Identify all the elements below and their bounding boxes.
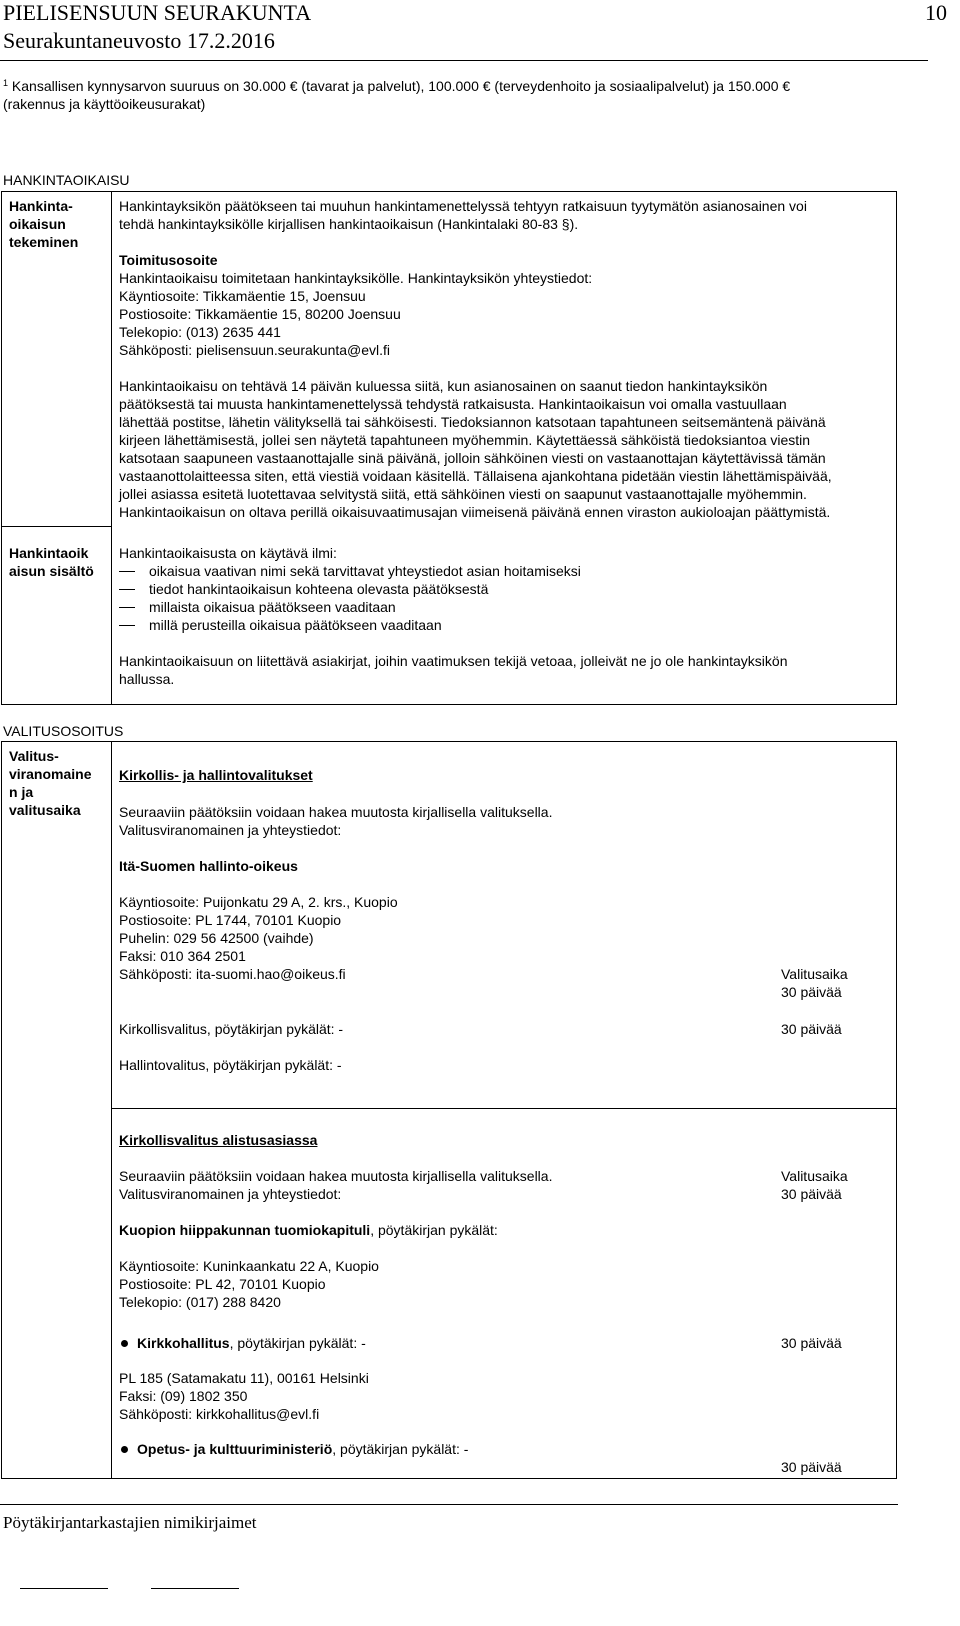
block2-time-value: 30 päivää xyxy=(781,1186,842,1202)
dash-marker xyxy=(119,571,135,572)
block2-contact-2: Postiosoite: PL 42, 70101 Kuopio xyxy=(119,1276,326,1292)
block1-time-label: Valitusaika xyxy=(781,966,848,982)
block2-contact-1: Käyntiosoite: Kuninkaankatu 22 A, Kuopio xyxy=(119,1258,379,1274)
label-hankintaoikaisun-sisalto: Hankintaoik aisun sisältö xyxy=(9,545,94,579)
kirkollisvalitus-line: Kirkollisvalitus, pöytäkirjan pykälät: - xyxy=(119,1021,344,1037)
ministerio-suffix: , pöytäkirjan pykälät: - xyxy=(332,1441,469,1457)
page-number: 10 xyxy=(925,0,947,25)
kirkkohallitus-contact-2: Faksi: (09) 1802 350 xyxy=(119,1388,248,1404)
document-page: PIELISENSUUN SEURAKUNTA Seurakuntaneuvosto 17.2.2016 10 $^1$ Kansallisen kynnysarvon suuruus on 30.000 € (tavarat ja palvelut), 100.000 € (terveydenhoito ja sosiaalipalvelut) ja 150.000 € (rakennus ja käyttöoikeusurakat) HANKINTAOIKAISU Hankinta- oikaisun tekeminen Hankintayksikön päätökseen tai muuhun hankintamenettelyssä tehtyyn ratkaisuun tyytymätön asianosainen voi tehdä hankintayksikölle kirjallisen hankintaoikaisun (Hankintalaki 80-83 §). Toimitusosoite Hankintaoikaisu toimitetaan hankintayksikölle. Hankintayksikön yhteystiedot: Käyntiosoite: Tikkamäentie 15, Joensuu Postiosoite: Tikkamäentie 15, 80200 Joensuu Telekopio: (013) 2635 441 Sähköposti: pielisensuun.seurakunta@evl.fi Hankintaoikaisu on tehtävä 14 päivän kuluessa siitä, kun asianosainen on saanut tiedon hankintayksikön päätöksestä tai muusta hankintamenettelyssä tehdystä ratkaisusta. Hankintaoikaisun voi omalla vastuullaan lähettää postitse, lähetin välityksellä tai sähköisesti. Tiedoksiannon katsotaan tapahtuneen seitsemäntenä päivänä kirjeen lähettämisestä, jollei sen näytetä tapahtuneen myöhemmin. Käytettäessä sähköistä tiedoksiantoa viestin katsotaan saapuneen vastaanottajalle sinä päivänä, jolloin sähköinen viesti on vastaanottajan käytettävissä tämän vastaanottolaitteessa siten, että viestiä voidaan käsitellä. Tällaisena ajankohtana pidetään viestin lähettämispäivää, jollei asiassa esitetä luotettavaa selvitystä siitä, että sähköinen viesti on saapunut vastaanottajalle myöhemmin. Hankintaoikaisun on oltava perillä oikaisuvaatimusajan viimeisenä päivänä ennen viraston aukioloajan päättymistä. Hankintaoik aisun sisältö Hankintaoikaisusta on käytävä ilmi: oikaisua vaativan nimi sekä tarvittavat yhteystiedot asian hoitamiseksi tiedot hankintaoikaisun kohteena olevasta päätöksestä millaista oikaisua päätökseen vaaditaan millä perusteilla oikaisua päätökseen vaaditaan Hankintaoikaisuun on liitettävä asiakirjat, joihin vaatimuksen tekijä vetoaa, jolleivät ne jo ole hankintayksikön hallussa. VALITUSOSOITUS Valitus- viranomaine n ja valitusaika Kirkollis- ja hallintovalitukset Seuraaviin päätöksiin voidaan hakea muutosta kirjallisella valituksella. Valitusviranomainen ja yhteystiedot: Itä-Suomen hallinto-oikeus Käyntiosoite: Puijonkatu 29 A, 2. krs., Kuopio Postiosoite: PL 1744, 70101 Kuopio Puhelin: 029 56 42500 (vaihde) Faksi: 010 364 2501 Sähköposti: ita-suomi.hao@oikeus.fi Valitusaika 30 päivää Kirkollisvalitus, pöytäkirjan pykälät: - 30 päivää Hallintovalitus, pöytäkirjan pykälät: - Kirkollisvalitus alistusasiassa Seuraaviin päätöksiin voidaan hakea muutosta kirjallisella valituksella. Valitusviranomainen ja yhteystiedot: Valitusaika 30 päivää Kuopion hiippakunnan tuomiokapituli, pöytäkirjan pykälät: Käyntiosoite: Kuninkaankatu 22 A, Kuopio Postiosoite: PL 42, 70101 Kuopio Telekopio: (017) 288 8420 Kirkkohallitus, pöytäkirjan pykälät: - 30 päivää PL 185 (Satamakatu 11), 00161 Helsinki Faksi: (09) 1802 350 Sähköposti: kirkkohallitus@evl.fi Opetus- ja kulttuuriministeriö, pöytäkirjan pykälät: - 30 päivää Pöytäkirjantarkastajien nimikirjaimet xyxy=(0,0,960,1626)
kirkkohallitus-suffix: , pöytäkirjan pykälät: - xyxy=(229,1335,366,1351)
kirkollis-hallinto-title: Kirkollis- ja hallintovalitukset xyxy=(119,767,313,783)
deadline-line-1: Hankintaoikaisu on tehtävä 14 päivän kuluessa siitä, kun asianosainen on saanut tiedon hankintayksikön xyxy=(119,378,768,394)
hallinto-oikeus-name: Itä-Suomen hallinto-oikeus xyxy=(119,858,298,874)
dash-marker xyxy=(119,589,135,590)
hankintaoikaisu-label-divider xyxy=(1,526,112,527)
deadline-line-2: päätöksestä tai muusta hankintamenettelyssä tehdystä ratkaisusta. Hankintaoikaisun voi omalla vastuullaan xyxy=(119,396,787,412)
content-intro: Hankintaoikaisusta on käytävä ilmi: xyxy=(119,545,337,561)
kirkollisvalitus-time: 30 päivää xyxy=(781,1021,842,1037)
hankintaoikaisu-column-divider xyxy=(111,191,112,705)
deadline-line-5: katsotaan saapuneen vastaanottajalle sinä päivänä, jolloin sähköinen viesti on vastaanottajan käytettävissä tämän xyxy=(119,450,826,466)
attachments-line-2: hallussa. xyxy=(119,671,175,687)
header-rule xyxy=(0,60,928,61)
deadline-line-4: kirjeen lähettämisestä, jollei sen näytetä tapahtuneen myöhemmin. Käytettäessä sähköistä tiedoksiantoa viestin xyxy=(119,432,811,448)
block1-contact-2: Postiosoite: PL 1744, 70101 Kuopio xyxy=(119,912,342,928)
bullet-icon xyxy=(121,1446,128,1453)
toimitus-email: Sähköposti: pielisensuun.seurakunta@evl.fi xyxy=(119,342,391,358)
block1-intro-2: Valitusviranomainen ja yhteystiedot: xyxy=(119,822,342,838)
footer-rule xyxy=(0,1504,898,1505)
bullet-icon xyxy=(121,1340,128,1347)
footnote-line-1 xyxy=(3,77,923,95)
block2-intro-2: Valitusviranomainen ja yhteystiedot: xyxy=(119,1186,342,1202)
block2-time-label: Valitusaika xyxy=(781,1168,848,1184)
organization-title: PIELISENSUUN SEURAKUNTA xyxy=(3,0,312,25)
valitusosoitus-column-divider xyxy=(111,741,112,1479)
tuomiokapituli-name: Kuopion hiippakunnan tuomiokapituli xyxy=(119,1222,371,1238)
kirkkohallitus-email: Sähköposti: kirkkohallitus@evl.fi xyxy=(119,1406,320,1422)
footnote-text-1: Kansallisen kynnysarvon suuruus on 30.000 € (tavarat ja palvelut), 100.000 € (terveydenhoito ja sosiaalipalvelut) ja 150.000 € xyxy=(8,78,791,94)
deadline-line-7: jollei asiassa esitetä luotettavaa selvitystä siitä, että sähköinen viesti on saapunut vastaanottajalle myöhemmin. xyxy=(119,486,807,502)
ministerio-time: 30 päivää xyxy=(781,1459,842,1475)
label-hankintaoikaisun-tekeminen: Hankinta- oikaisun tekeminen xyxy=(9,198,79,250)
kirkkohallitus-contact-1: PL 185 (Satamakatu 11), 00161 Helsinki xyxy=(119,1370,369,1386)
section-heading-hankintaoikaisu: HANKINTAOIKAISU xyxy=(3,172,130,188)
dash-marker xyxy=(119,625,135,626)
intro-line-2: tehdä hankintayksikölle kirjallisen hankintaoikaisun (Hankintalaki 80-83 §). xyxy=(119,216,579,232)
footer-initials-label: Pöytäkirjantarkastajien nimikirjaimet xyxy=(3,1513,257,1532)
dash-marker xyxy=(119,607,135,608)
footnote-text-2: (rakennus ja käyttöoikeusurakat) xyxy=(3,96,206,112)
hallintovalitus-line: Hallintovalitus, pöytäkirjan pykälät: - xyxy=(119,1057,342,1073)
deadline-line-8: Hankintaoikaisun on oltava perillä oikaisuvaatimusajan viimeisenä päivänä ennen viraston aukioloajan päättymistä. xyxy=(119,504,831,520)
block2-intro-1: Seuraaviin päätöksiin voidaan hakea muutosta kirjallisella valituksella. xyxy=(119,1168,553,1184)
alistusasia-title: Kirkollisvalitus alistusasiassa xyxy=(119,1132,318,1148)
signature-line-1 xyxy=(20,1588,108,1589)
section-heading-valitusosoitus: VALITUSOSOITUS xyxy=(3,723,124,739)
label-valitusviranomainen: Valitus- viranomaine n ja valitusaika xyxy=(9,748,92,818)
footnote-marker: 1 xyxy=(3,78,9,88)
block2-contact-3: Telekopio: (017) 288 8420 xyxy=(119,1294,281,1310)
valitusosoitus-block-divider xyxy=(111,1108,897,1109)
block1-contact-3: Puhelin: 029 56 42500 (vaihde) xyxy=(119,930,314,946)
block1-intro-1: Seuraaviin päätöksiin voidaan hakea muutosta kirjallisella valituksella. xyxy=(119,804,553,820)
block1-contact-4: Faksi: 010 364 2501 xyxy=(119,948,246,964)
signature-line-2 xyxy=(151,1588,239,1589)
tuomiokapituli-suffix: , pöytäkirjan pykälät: xyxy=(370,1222,498,1238)
kirkkohallitus-line xyxy=(137,1334,366,1352)
ministerio-line xyxy=(137,1440,468,1458)
meeting-subtitle: Seurakuntaneuvosto 17.2.2016 xyxy=(3,28,275,53)
deadline-line-6: vastaanottolaitteessa siten, että viestiä voidaan käsitellä. Tällaisena ajankohtana pidetään viestin lähettämispäivää, xyxy=(119,468,832,484)
block1-contact-5: Sähköposti: ita-suomi.hao@oikeus.fi xyxy=(119,966,346,982)
block1-contact-1: Käyntiosoite: Puijonkatu 29 A, 2. krs., Kuopio xyxy=(119,894,398,910)
block1-time-value: 30 päivää xyxy=(781,984,842,1000)
deadline-line-3: lähettää postitse, lähetin välityksellä tai sähköisesti. Tiedoksiannon katsotaan tapahtuneen seitsemäntenä päivänä xyxy=(119,414,826,430)
intro-line-1: Hankintayksikön päätökseen tai muuhun hankintamenettelyssä tehtyyn ratkaisuun tyytymätön asianosainen voi xyxy=(119,198,807,214)
attachments-line-1: Hankintaoikaisuun on liitettävä asiakirjat, joihin vaatimuksen tekijä vetoaa, jolleivät ne jo ole hankintayksikön xyxy=(119,653,788,669)
kirkkohallitus-name: Kirkkohallitus xyxy=(137,1335,230,1351)
tuomiokapituli-line xyxy=(119,1221,498,1239)
toimitusosoite-heading: Toimitusosoite xyxy=(119,252,218,268)
footnote xyxy=(3,77,923,113)
toimitus-line-1: Hankintaoikaisu toimitetaan hankintayksikölle. Hankintayksikön yhteystiedot: xyxy=(119,270,593,286)
toimitus-line-4: Telekopio: (013) 2635 441 xyxy=(119,324,281,340)
toimitus-line-3: Postiosoite: Tikkamäentie 15, 80200 Joensuu xyxy=(119,306,401,322)
ministerio-name: Opetus- ja kulttuuriministeriö xyxy=(137,1441,333,1457)
toimitus-line-2: Käyntiosoite: Tikkamäentie 15, Joensuu xyxy=(119,288,366,304)
kirkkohallitus-time: 30 päivää xyxy=(781,1335,842,1351)
